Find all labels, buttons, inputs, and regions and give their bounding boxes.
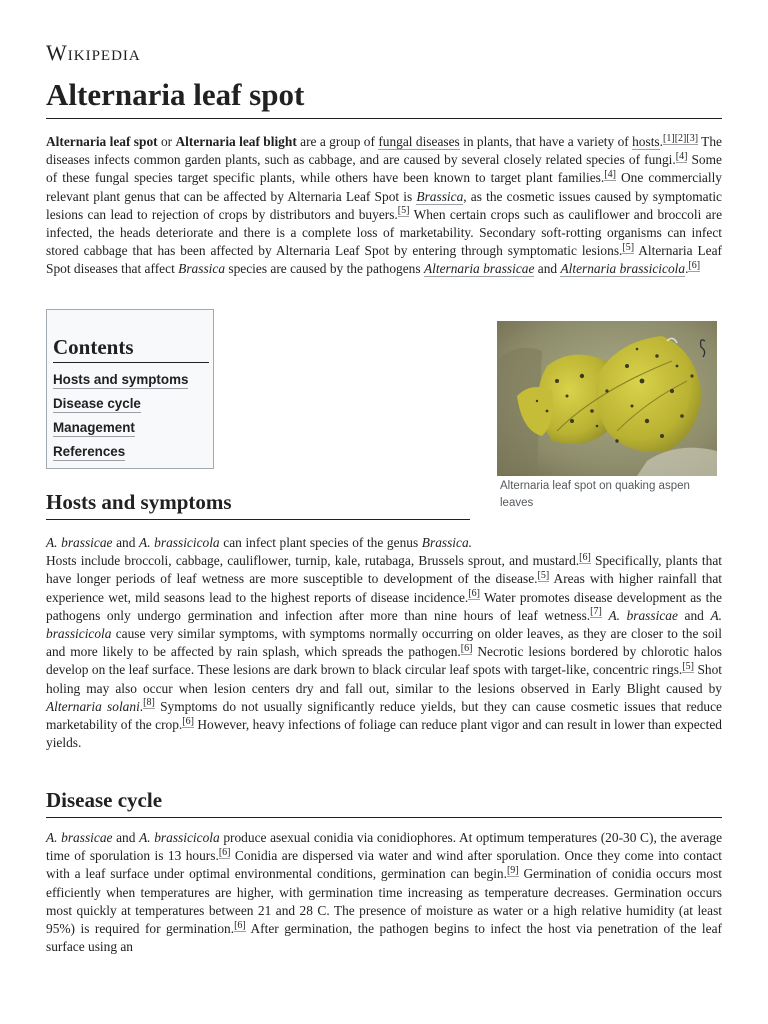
section-heading-hosts-and-symptoms: Hosts and symptoms [46,490,470,520]
toc-item-hosts-and-symptoms[interactable]: Hosts and symptoms [53,372,189,387]
citation[interactable]: [4] [675,150,688,162]
intro-text: are a group of [296,134,379,149]
toc-item-references[interactable]: References [53,444,126,459]
citation[interactable]: [1] [663,132,675,144]
toc-item-management[interactable]: Management [53,420,135,435]
citation[interactable]: [6] [218,846,231,858]
link-fungal-diseases[interactable]: fungal diseases [378,134,460,149]
toc-title: Contents [53,334,209,363]
link-hosts[interactable]: hosts [632,134,660,149]
citation[interactable]: [6] [688,259,701,271]
intro-text: and [534,261,561,277]
citation[interactable]: [9] [506,864,519,876]
intro-bold-term-1: Alternaria leaf spot [46,134,158,149]
link-brassica[interactable]: Brassica [416,188,464,204]
disease-cycle-paragraph: A. brassicae and A. brassicicola produce asexual conidia via conidiophores. At optimum temperatures (20-30 C), the average time of sporulation is 13 hours.[6] Conidia are dispersed via water and wind after sporulation. Once they come into contact with a leaf surface under optimal environmental conditions, germination can begin.[9] Germination of conidia occurs most efficiently when temperatures are higher, with germination time increasing as temperature decreases. Germination occurs most quickly at temperatures between 21 and 28 C. The presence of moisture as water or a high relative humidity (at least 95%) is required for germination.[6] After germination, the pathogen begins to infect the host via penetration of the leaf surface using an [46,830,723,955]
figure [497,321,717,512]
citation[interactable]: [6] [460,642,473,654]
figure-caption: Alternaria leaf spot on quaking aspen leaves [500,480,690,509]
citation[interactable]: [7] [590,606,602,618]
wikipedia-wordmark: Wikipedia [46,40,141,65]
citation[interactable]: [8] [143,697,155,709]
intro-text: species are caused by the pathogens [225,261,424,277]
citation[interactable]: [6] [234,919,246,931]
intro-text: One commercially relevant plant genus that can be affected by Alternaria Leaf Spot is [46,170,722,204]
hosts-paragraph: A. brassicae and A. brassicicola can infect plant species of the genus Brassica. Hosts include broccoli, cabbage, cauliflower, turnip, kale, rutabaga, Brussels sprout, and mustard.[6] Specifically, plants that have longer periods of leaf wetness are more susceptible to development of the disease.[5] Areas with higher rainfall that experience wet, mild seasons lead to the highest reports of disease incidence.[6] Water promotes disease development as the pathogens only undergo germination and infection after more than nine hours of leaf wetness.[7] A. brassicae and A. brassicicola cause very similar symptoms, with symptoms normally occurring on older leaves, as they are closer to the soil and more likely to be affected by rain splash, which spreads the pathogen.[6] Necrotic lesions bordered by chlorotic halos develop on the leaf surface. These lesions are dark brown to black circular leaf spots with target-like, concentric rings.[5] Shot holing may also occur when lesion centers dry and fall out, similar to the lesions observed in Early Blight caused by Alternaria solani.[8] Symptoms do not usually significantly reduce yields, but they can cause cosmetic issues that reduce marketability of the crop.[6] However, heavy infections of foliage can reduce plant vigor and can result in lower than expected yields. [46,535,722,751]
intro-bold-term-2: Alternaria leaf blight [175,134,297,149]
section-heading-disease-cycle: Disease cycle [46,788,722,818]
citation[interactable]: [3] [686,132,699,144]
intro-paragraph: Alternaria leaf spot or Alternaria leaf blight are a group of fungal diseases in plants, that have a variety of hosts.[1][2][3] The diseases infects common garden plants, such as cabbage, and are caused by several closely related species of fungi.[4] Some of these fungal species target specific plants, while others have been known to target plant families.[4] One commercially relevant plant genus that can be affected by Alternaria Leaf Spot is Brassica, as the cosmetic issues caused by symptomatic lesions can lead to rejection of crops by distributors and buyers.[5] When certain crops such as cauliflower and broccoli are infected, the heads deteriorate and there is a complete loss of marketability. Secondary soft-rotting organisms can infect stored cabbage that has been affected by Alternaria Leaf Spot by entering through symptomatic lesions.[5] Alternaria Leaf Spot diseases that affect Brassica species are caused by the pathogens Alternaria brassicae and Alternaria brassicicola.[6] [46,132,723,277]
toc-item-disease-cycle[interactable]: Disease cycle [53,396,141,411]
intro-text: or [157,134,176,149]
intro-text: When certain crops such as cauliflower and broccoli are infected, the heads deteriorate and there is a complete loss of marketability. Secondary soft-rotting organisms can infect stored cabbage that has been affected by Alternaria Leaf Spot by entering through symptomatic lesions. [46,206,723,259]
link-alternaria-brassicicola[interactable]: Alternaria brassicicola [560,261,686,277]
citation[interactable]: [6] [579,551,591,563]
figure-spacer [472,534,722,552]
citation[interactable]: [4] [604,168,616,180]
citation[interactable]: [2] [674,132,687,144]
intro-text: in plants, that have a variety of [459,134,633,149]
page-title: Alternaria leaf spot [46,77,722,119]
citation[interactable]: [5] [682,660,694,672]
citation[interactable]: [5] [622,241,635,253]
intro-italic: Brassica [178,261,226,277]
table-of-contents [46,309,214,469]
link-alternaria-brassicae[interactable]: Alternaria brassicae [423,261,535,277]
intro-text: The diseases infects common garden plants, such as cabbage, and are caused by several closely related species of fungi. [46,134,722,168]
intro-text: Alternaria Leaf Spot diseases that affect [46,243,722,277]
citation[interactable]: [6] [182,715,194,727]
citation[interactable]: [6] [468,588,480,600]
intro-text: Some of these fungal species target specific plants, while others have been known to target plant families. [46,152,722,186]
leaf-spot-photo[interactable] [497,321,717,476]
citation[interactable]: [5] [537,569,550,581]
citation[interactable]: [5] [397,205,410,217]
intro-text: , as the cosmetic issues caused by symptomatic lesions can lead to rejection of crops by distributors and buyers. [46,188,722,222]
